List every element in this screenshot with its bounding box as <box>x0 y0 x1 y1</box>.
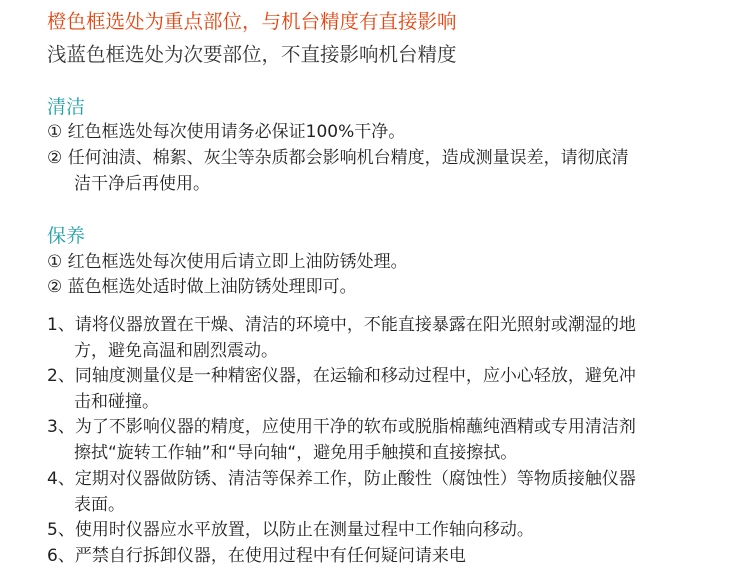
note-3-cont: 擦拭“旋转工作轴”和“导向轴“，避免用手触摸和直接擦拭。 <box>74 443 518 463</box>
note-5: 5、使用时仪器应水平放置，以防止在测量过程中工作轴向移动。 <box>47 520 534 540</box>
cleaning-item-2: ② 任何油渍、棉絮、灰尘等杂质都会影响机台精度，造成测量误差，请彻底清 <box>47 148 629 168</box>
cleaning-item-2-cont: 洁干净后再使用。 <box>74 174 210 194</box>
note-4-cont: 表面。 <box>74 495 125 515</box>
note-2: 2、同轴度测量仪是一种精密仪器，在运输和移动过程中，应小心轻放，避免冲 <box>47 366 636 386</box>
header-secondary-note: 浅蓝色框选处为次要部位，不直接影响机台精度 <box>47 43 457 66</box>
note-6: 6、严禁自行拆卸仪器，在使用过程中有任何疑问请来电 <box>47 546 466 566</box>
section-title-maintenance: 保养 <box>47 225 86 247</box>
note-1: 1、请将仪器放置在干燥、清洁的环境中，不能直接暴露在阳光照射或潮湿的地 <box>47 315 636 335</box>
header-important-note: 橙色框选处为重点部位，与机台精度有直接影响 <box>47 10 457 33</box>
note-1-cont: 方，避免高温和剧烈震动。 <box>74 341 278 361</box>
note-3: 3、为了不影响仪器的精度，应使用干净的软布或脱脂棉蘸纯酒精或专用清洁剂 <box>47 417 636 437</box>
maintenance-item-1: ① 红色框选处每次使用后请立即上油防锈处理。 <box>47 252 408 272</box>
note-4: 4、定期对仪器做防锈、清洁等保养工作，防止酸性（腐蚀性）等物质接触仪器 <box>47 469 636 489</box>
maintenance-item-2: ② 蓝色框选处适时做上油防锈处理即可。 <box>47 277 357 297</box>
section-title-cleaning: 清洁 <box>47 96 86 118</box>
note-2-cont: 击和碰撞。 <box>74 392 159 412</box>
cleaning-item-1: ① 红色框选处每次使用请务必保证100%干净。 <box>47 122 406 142</box>
